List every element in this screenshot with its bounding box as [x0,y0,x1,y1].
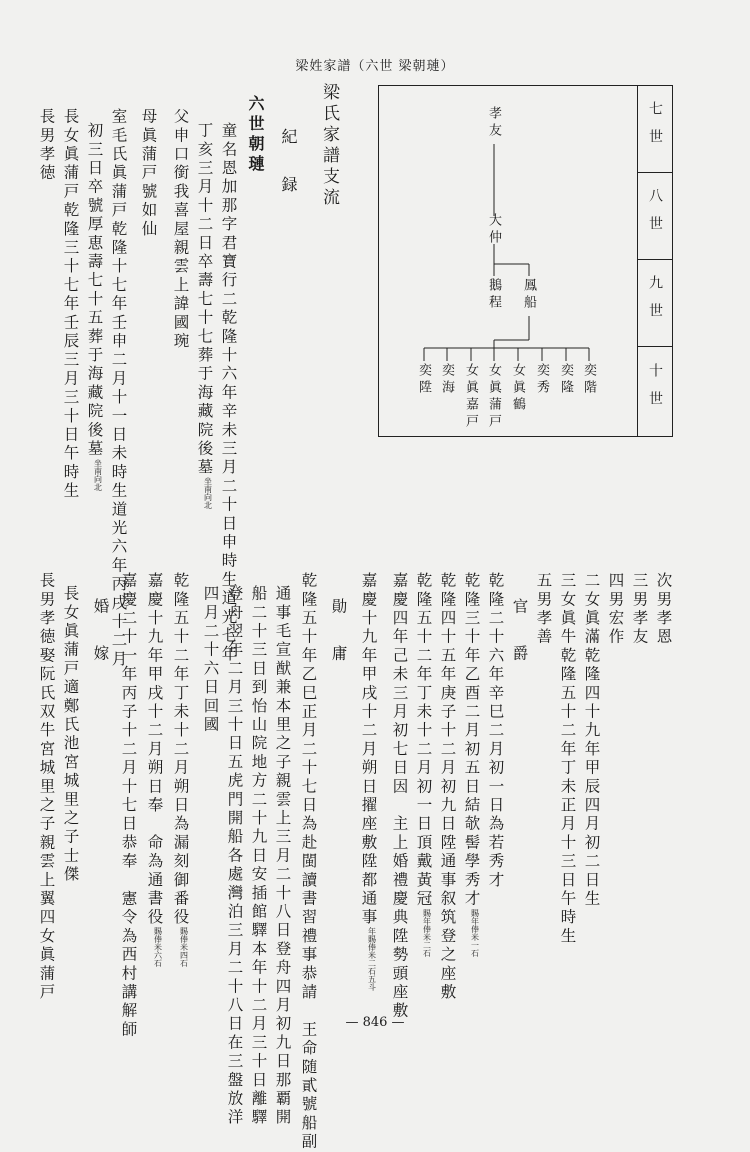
person-gen10: 奕海 [439,363,454,397]
orientation-note: 坐南向北 [203,477,213,510]
generation-label: 七世 [638,86,672,173]
stipend-note: 賜年俸米一石 [470,908,480,957]
record-line: 童名恩加那字君寶行二乾隆十六年辛未三月二十日申時生道光七年 [219,122,238,665]
record-line: 長男孝徳 [37,108,56,183]
record-line: 長女眞蒲戸乾隆三十七年壬辰三月三十日午時生 [61,108,80,501]
record-line: 初三日卒號厚恵壽七十五葬于海藏院後墓坐南向北 [85,122,104,491]
marriage-heading: 婚 嫁 [91,598,110,669]
person-gen10: 女眞嘉戸 [463,363,478,431]
record-line: 父申口銜我喜屋親雲上諱國琬 [171,108,190,352]
service-line: 乾隆五十年乙巳正月二十七日為赴閩讀書習禮事恭請 王命随貳號船副 [299,572,318,1152]
office-line: 嘉慶四年己未三月初七日因 主上婚禮慶典陞勢頭座敷 [390,572,409,1021]
marriage-line: 長男孝徳娶阮氏双牛宮城里之子親雲上翼四女眞蒲戸 [37,572,56,1003]
child-entry: 次男孝恩 [654,572,673,647]
person-gen10: 奕隆 [558,363,573,397]
person-gen10: 奕陞 [416,363,431,397]
service-line: 船二十三日到怡山院地方二十九日安插館驛本年十二月三十日離驛 [249,585,268,1128]
genealogy-chart [378,85,673,437]
person-gen10: 奕階 [581,363,596,397]
service-line: 乾隆五十二年丁未十二月朔日為漏刻御番役賜俸米四石 [171,572,190,968]
person-gen10: 女眞蒲戸 [486,363,501,431]
office-line: 乾隆四十五年庚子十二月初九日陞通事叙筑登之座敷 [438,572,457,1003]
stipend-note: 賜俸米六石 [153,927,163,968]
record-label: 紀 録 [279,128,298,200]
service-line: 通事毛宣猷兼本里之子親雲上三月二十八日登舟四月初九日那覇開 [273,585,292,1128]
office-line: 乾隆二十六年辛巳二月初一日為若秀才 [486,572,505,890]
record-heading: 六世朝璉 [246,95,265,175]
person-gen9: 鳳船 [521,278,536,312]
office-line: 乾隆三十年乙酉二月初五日結欹髻學秀才賜年俸米一石 [462,572,481,957]
child-entry: 五男孝善 [534,572,553,647]
service-line: 四月二十六日回國 [201,585,220,735]
generation-label: 十世 [647,363,663,419]
service-line: 嘉慶十九年甲戌十二月朔日奉 命為通書役賜俸米六石 [145,572,164,968]
office-line: 嘉慶十九年甲戌十二月朔日擢座敷陞都通事年賜俸米二石五斗 [359,572,378,992]
office-line: 乾隆五十二年丁未十二月初一日頂戴黃冠賜年俸米二石 [414,572,433,957]
service-line: 嘉慶二十一年丙子十二月十七日恭奉 憲令為西村講解師 [119,572,138,1040]
service-line: 登舟翌年二月三十日五虎門開船各處灣泊三月二十八日在三盤放洋 [225,585,244,1128]
marriage-line: 長女眞蒲戸適鄭氏池宮城里之子士傑 [61,585,80,885]
child-entry: 三男孝友 [630,572,649,647]
orientation-note: 坐南向北 [93,458,103,491]
service-heading: 勛 庸 [329,598,348,669]
page-number: — 846 — [345,1015,405,1030]
child-entry: 四男宏作 [606,572,625,647]
record-line: 室毛氏眞蒲戸乾隆十七年壬申二月十一日未時生道光六年丙戌十二月 [109,108,128,669]
person-gen8: 大仲 [486,213,501,247]
person-gen7: 孝友 [486,106,501,140]
child-entry: 三女眞牛乾隆五十二年丁未正月十三日午時生 [558,572,577,946]
person-gen10: 奕秀 [534,363,549,397]
person-gen9: 鵝程 [486,278,501,312]
stipend-note: 年賜俸米二石五斗 [367,927,377,992]
record-line: 丁亥三月十二日卒壽七十七葬于海藏院後墓坐南向北 [195,122,214,510]
branch-title: 梁氏家譜支流 [319,83,339,209]
record-line: 母眞蒲戸號如仙 [139,108,158,239]
child-entry: 二女眞滿乾隆四十九年甲辰四月初二日生 [582,572,601,909]
generation-label: 八世 [638,173,672,260]
generation-column [637,86,672,436]
generation-label: 九世 [638,260,672,347]
stipend-note: 賜年俸米二石 [422,908,432,957]
stipend-note: 賜俸米四石 [179,927,189,968]
office-heading: 官 爵 [510,598,529,669]
page-header: 梁姓家譜（六世 梁朝璉） [295,59,455,74]
person-gen10: 女眞鶴 [510,363,525,414]
